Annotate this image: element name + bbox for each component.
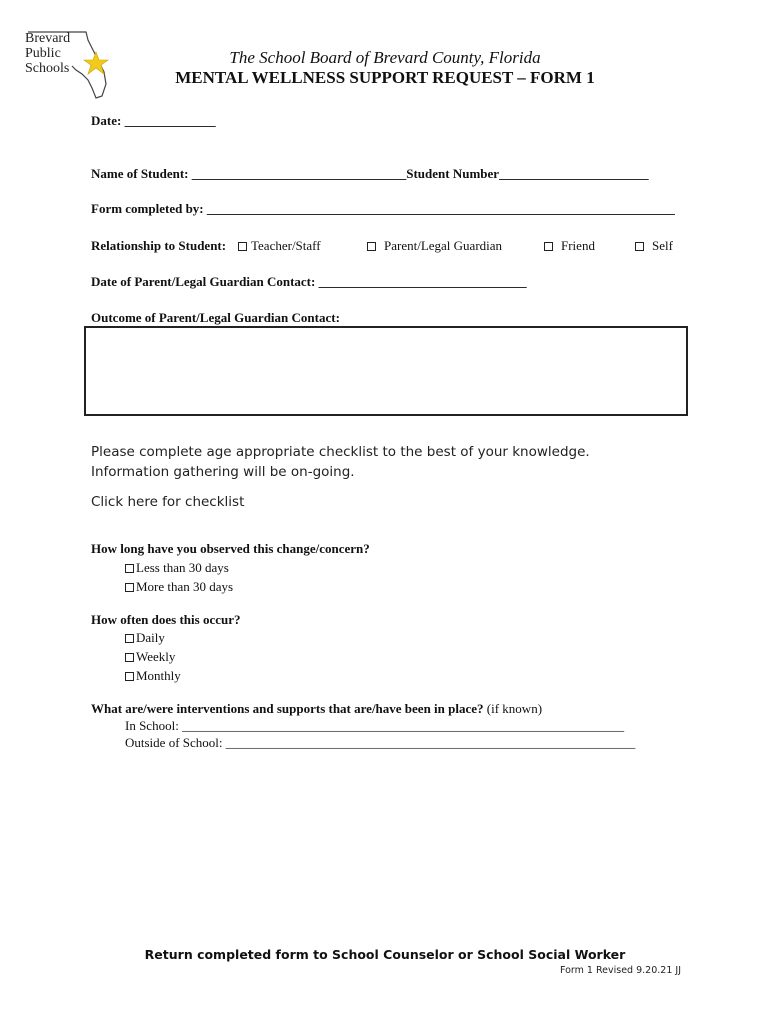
checkbox[interactable]: [544, 242, 553, 251]
checklist-link[interactable]: Click here for checklist: [91, 494, 245, 510]
duration-question: How long have you observed this change/concern?: [91, 541, 370, 556]
logo-line-1: Brevard: [25, 31, 71, 46]
checkbox[interactable]: [125, 653, 134, 662]
duration-option-more[interactable]: [125, 579, 233, 595]
student-name-field[interactable]: [91, 166, 649, 182]
completed-by-label: Form completed by:: [91, 201, 204, 216]
relationship-option-teacher[interactable]: [238, 238, 321, 254]
checkbox[interactable]: [125, 583, 134, 592]
in-school-field[interactable]: [125, 718, 624, 734]
document-subtitle: The School Board of Brevard County, Florida: [229, 48, 541, 67]
frequency-question: How often does this occur?: [91, 612, 241, 627]
option-label: More than 30 days: [136, 579, 234, 594]
frequency-option-daily[interactable]: [125, 630, 165, 646]
relationship-option-parent[interactable]: [367, 238, 502, 254]
duration-option-less[interactable]: [125, 560, 229, 576]
relationship-option-self[interactable]: [635, 238, 673, 254]
option-label: Teacher/Staff: [251, 238, 321, 253]
checklist-instruction-2: Information gathering will be on-going.: [91, 464, 355, 480]
student-name-blank[interactable]: _________________________________: [191, 166, 407, 181]
option-label: Weekly: [136, 649, 176, 664]
outcome-textbox[interactable]: [84, 326, 688, 416]
option-label: Less than 30 days: [136, 560, 229, 575]
date-label: Date:: [91, 113, 122, 128]
completed-by-field[interactable]: [91, 201, 675, 217]
option-label: Parent/Legal Guardian: [384, 238, 503, 253]
document-title: MENTAL WELLNESS SUPPORT REQUEST – FORM 1: [175, 68, 595, 87]
in-school-label: In School:: [125, 718, 179, 733]
in-school-blank[interactable]: ____________________________________________________________________: [182, 718, 625, 733]
frequency-option-weekly[interactable]: [125, 649, 175, 665]
checkbox[interactable]: [238, 242, 247, 251]
outside-school-label: Outside of School:: [125, 735, 223, 750]
interventions-qualifier: (if known): [486, 701, 543, 716]
contact-date-field[interactable]: [91, 274, 527, 290]
student-number-blank[interactable]: _______________________: [499, 166, 649, 181]
option-label: Daily: [136, 630, 165, 645]
frequency-option-monthly[interactable]: [125, 668, 181, 684]
interventions-question: [91, 701, 542, 717]
logo-line-3: Schools: [25, 61, 70, 76]
completed-by-blank[interactable]: ________________________________________________________________________: [206, 201, 675, 216]
interventions-question-text: What are/were interventions and supports that are/have been in place?: [91, 701, 484, 716]
logo-line-2: Public: [25, 46, 61, 61]
outside-school-field[interactable]: [125, 735, 635, 751]
option-label: Friend: [561, 238, 595, 253]
date-field[interactable]: [91, 113, 216, 129]
option-label: Monthly: [136, 668, 181, 683]
revision-note: Form 1 Revised 9.20.21 JJ: [559, 965, 681, 976]
checkbox[interactable]: [367, 242, 376, 251]
contact-date-label: Date of Parent/Legal Guardian Contact:: [91, 274, 316, 289]
checkbox[interactable]: [125, 634, 134, 643]
outside-school-blank[interactable]: _______________________________________________________________: [225, 735, 636, 750]
outcome-label: Outcome of Parent/Legal Guardian Contact:: [91, 310, 340, 325]
checkbox[interactable]: [635, 242, 644, 251]
checkbox[interactable]: [125, 564, 134, 573]
date-blank[interactable]: ______________: [124, 113, 216, 128]
checklist-instruction-1: Please complete age appropriate checklist to the best of your knowledge.: [91, 444, 590, 460]
student-name-label: Name of Student:: [91, 166, 189, 181]
student-number-label: Student Number: [406, 166, 500, 181]
return-instructions: Return completed form to School Counselor or School Social Worker: [144, 947, 626, 962]
checkbox[interactable]: [125, 672, 134, 681]
relationship-option-friend[interactable]: [544, 238, 595, 254]
contact-date-blank[interactable]: ________________________________: [318, 274, 527, 289]
option-label: Self: [652, 238, 673, 253]
relationship-label: Relationship to Student:: [91, 238, 227, 253]
